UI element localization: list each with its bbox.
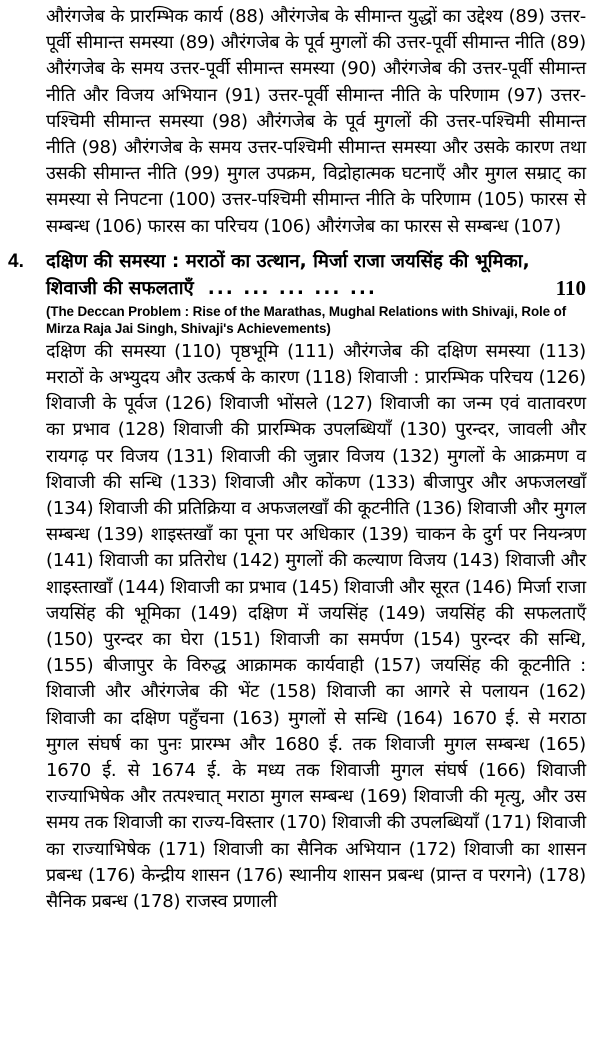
- chapter-heading: [8, 248, 586, 337]
- chapter-number: 4.: [8, 250, 24, 272]
- intro-paragraph: औरंगजेब के प्रारम्भिक कार्य (88) औरंगजेब के सीमान्त युद्धों का उद्देश्य (89) उत्तर-पूर्वी सीमान्त समस्या (89) औरंगजेब के पूर्व मुगलों की उत्तर-पूर्वी सीमान्त नीति (89) औरंगजेब के समय उत्तर-पूर्वी सीमान्त समस्या (90) औरंगजेब की उत्तर-पूर्वी सीमान्त नीति और विजय अभियान (91) उत्तर-पूर्वी सीमान्त नीति के परिणाम (97) उत्तर-पश्चिमी सीमान्त समस्या (98) औरंगजेब के पूर्व मुगलों की उत्तर-पश्चिमी सीमान्त नीति (98) औरंगजेब के समय उत्तर-पश्चिमी सीमान्त समस्या और उसके कारण तथा उसकी सीमान्त नीति (99) मुगल उपक्रम, विद्रोहात्मक घटनाएँ और मुगल सम्राट् का समस्या से निपटना (100) उत्तर-पश्चिमी सीमान्त नीति के परिणाम (105) फारस से सम्बन्ध (106) फारस का परिचय (106) औरंगजेब का फारस से सम्बन्ध (107): [46, 6, 586, 237]
- chapter-paragraph: दक्षिण की समस्या (110) पृष्ठभूमि (111) औरंगजेब की दक्षिण समस्या (113) मराठों के अभ्युदय और उत्कर्ष के कारण (118) शिवाजी : प्रारम्भिक परिचय (126) शिवाजी के पूर्वज (126) शिवाजी भोंसले (127) शिवाजी का जन्म एवं वातावरण का प्रभाव (128) शिवाजी की प्रारम्भिक उपलब्धियाँ (130) पुरन्दर, जावली और रायगढ़ पर विजय (131) शिवाजी की जुन्नार विजय (132) मुगलों के आक्रमण व शिवाजी की सन्धि (133) शिवाजी और कोंकण (133) बीजापुर और अफजलखाँ (134) शिवाजी की प्रतिक्रिया व अफजलखाँ की कूटनीति (136) शिवाजी और मुगल सम्बन्ध (139) शाइस्तखाँ का पूना पर अधिकार (139) चाकन के दुर्ग पर नियन्त्रण (141) शिवाजी का प्रतिरोध (142) मुगलों की कल्याण विजय (143) शिवाजी और शाइस्ताखाँ (144) शिवाजी का प्रभाव (145) शिवाजी और सूरत (146) मिर्जा राजा जयसिंह की भूमिका (149) दक्षिण में जयसिंह (149) जयसिंह की सफलताएँ (150) पुरन्दर का घेरा (151) शिवाजी का समर्पण (154) पुरन्दर की सन्धि, (155) बीजापुर के विरुद्ध आक्रामक कार्यवाही (157) जयसिंह की कूटनीति : शिवाजी और औरंगजेब की भेंट (158) शिवाजी का आगरे से पलायन (162) शिवाजी का दक्षिण पहुँचना (163) मुगलों से सन्धि (164) 1670 ई. से मराठा मुगल संघर्ष का पुनः प्रारम्भ और 1680 ई. तक शिवाजी मुगल सम्बन्ध (165) 1670 ई. से 1674 ई. के मध्य तक शिवाजी मुगल संघर्ष (166) शिवाजी राज्याभिषेक और तत्पश्चात् मराठा मुगल सम्बन्ध (169) शिवाजी की मृत्यु, और उस समय तक शिवाजी का राज्य-विस्तार (170) शिवाजी की उपलब्धियाँ (171) शिवाजी का राज्याभिषेक (171) शिवाजी का सैनिक अभियान (172) शिवाजी का शासन प्रबन्ध (176) केन्द्रीय शासन (176) स्थानीय शासन प्रबन्ध (प्रान्त व परगने) (178) सैनिक प्रबन्ध (178) राजस्व प्रणाली: [46, 340, 586, 913]
- chapter-title: दक्षिण की समस्या : मराठों का उत्थान, मिर्जा राजा जयसिंह की भूमिका, शिवाजी की सफलताएँ: [46, 250, 530, 299]
- chapter-page-number: 110: [555, 275, 586, 300]
- chapter-title-line: [46, 248, 586, 302]
- chapter-english-title: (The Deccan Problem : Rise of the Marathas, Mughal Relations with Shivaji, Role of Mirza Raja Jai Singh, Shivaji's Achievements): [46, 303, 567, 336]
- leader-dots: ... ... ... ... ...: [207, 277, 377, 299]
